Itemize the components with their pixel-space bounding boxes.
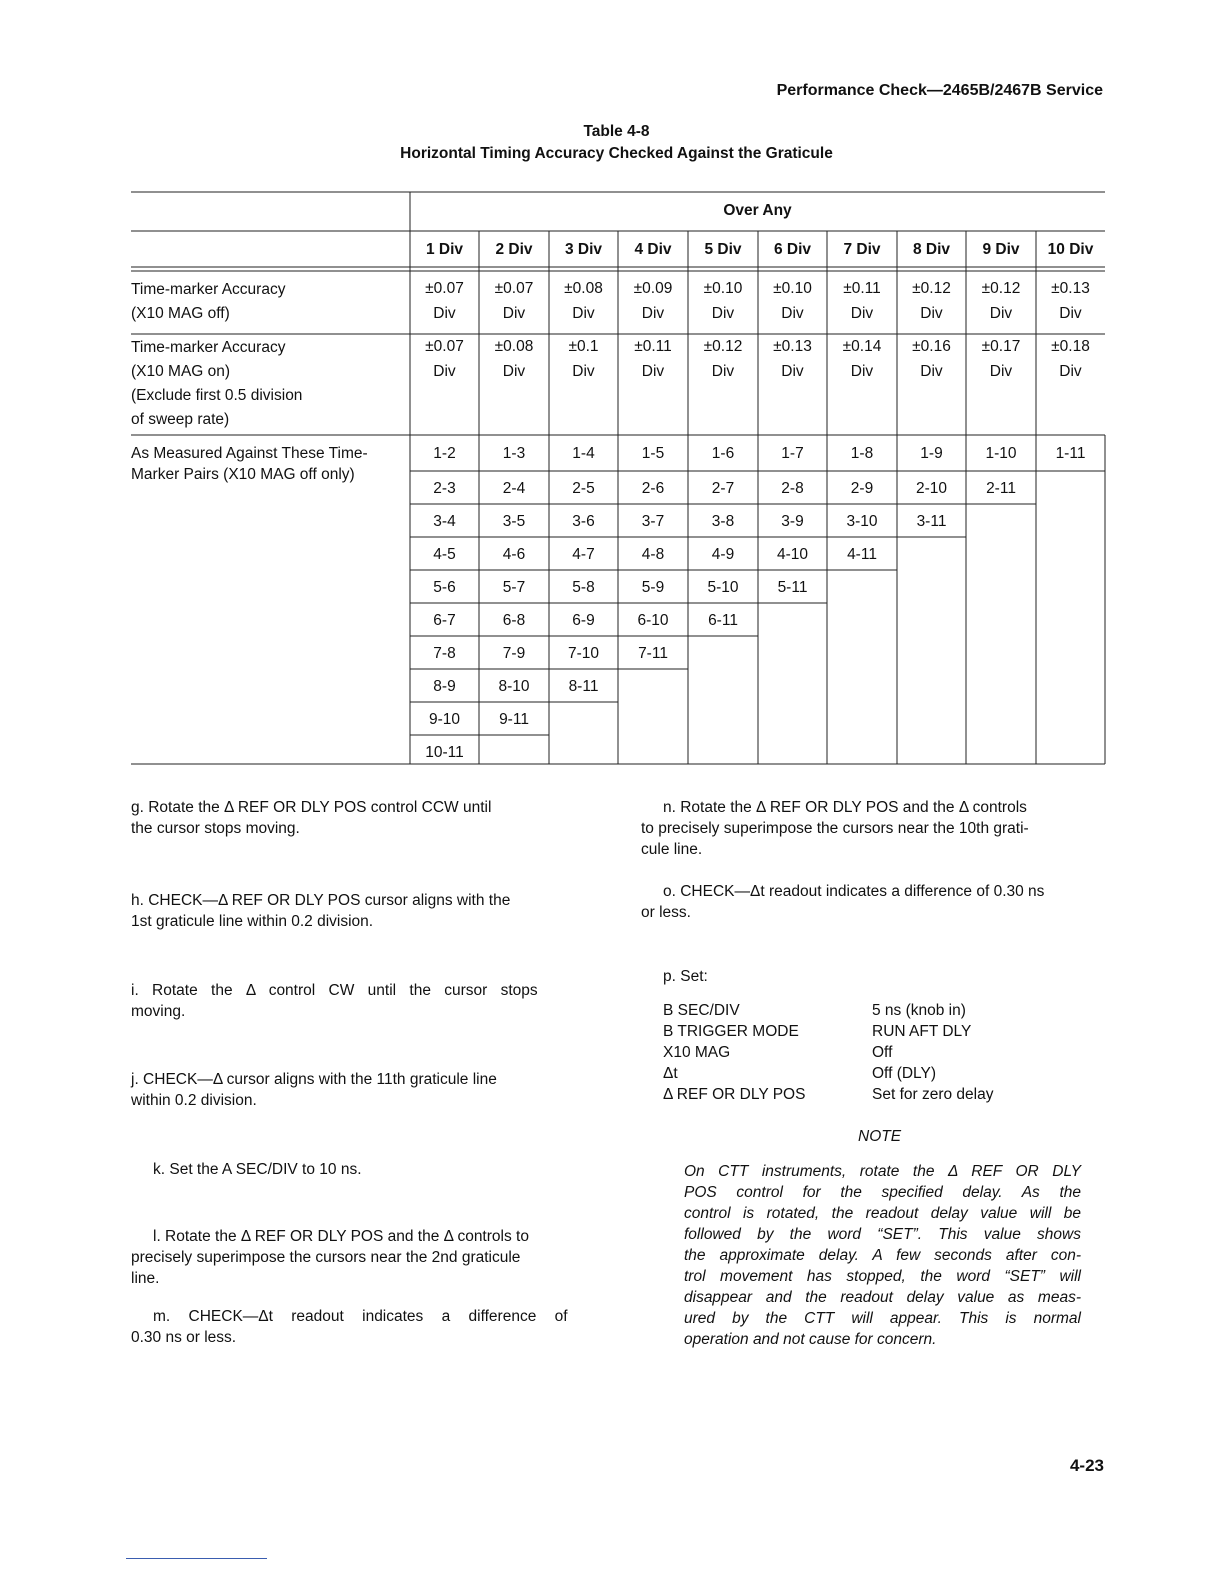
marker-pair: 2-9 <box>850 480 874 497</box>
marker-pair: 2-3 <box>433 480 456 497</box>
marker-pair: 2-7 <box>711 480 735 497</box>
accuracy-value: ±0.13 <box>773 338 812 355</box>
setting-name: Δ REF OR DLY POS <box>663 1086 806 1103</box>
marker-pair: 6-7 <box>433 612 456 629</box>
marker-pair: 5-8 <box>572 579 595 596</box>
marker-pair: 3-5 <box>502 513 526 530</box>
accuracy-unit: Div <box>1059 363 1082 380</box>
accuracy-unit: Div <box>502 363 526 380</box>
step-line: 1st graticule line within 0.2 division. <box>131 913 374 930</box>
step-l <box>131 1226 596 1289</box>
row-label-line: (Exclude first 0.5 division <box>131 387 303 404</box>
accuracy-value: ±0.08 <box>564 280 603 297</box>
step-line: within 0.2 division. <box>131 1092 257 1109</box>
accuracy-value: ±0.11 <box>634 338 672 355</box>
row-label-marker-pairs <box>131 443 368 485</box>
setting-value: Off <box>872 1044 893 1061</box>
column-header: 5 Div <box>704 241 742 258</box>
row-label-line: Time-marker Accuracy <box>131 281 286 298</box>
marker-pair: 5-6 <box>433 579 456 596</box>
accuracy-unit: Div <box>850 305 874 322</box>
step-line: cule line. <box>641 841 703 858</box>
accuracy-value: ±0.18 <box>1051 338 1090 355</box>
marker-pair: 4-11 <box>847 546 877 563</box>
marker-pair: 1-11 <box>1055 445 1086 462</box>
marker-pair: 3-10 <box>846 513 878 530</box>
setting-value: Set for zero delay <box>872 1086 994 1103</box>
accuracy-unit: Div <box>641 363 665 380</box>
marker-pair: 4-7 <box>572 546 595 563</box>
marker-pair: 7-10 <box>567 645 600 662</box>
step-o <box>641 881 1105 923</box>
row-label-mag-off <box>131 278 285 326</box>
accuracy-unit: Div <box>781 363 804 380</box>
marker-pair: 1-10 <box>985 445 1017 462</box>
step-line: line. <box>131 1270 160 1287</box>
setting-value: 5 ns (knob in) <box>872 1002 966 1019</box>
marker-pair: 2-10 <box>915 480 948 497</box>
row-label-line: As Measured Against These Time- <box>131 445 368 462</box>
marker-pair: 3-4 <box>433 513 456 530</box>
step-j <box>131 1069 596 1111</box>
accuracy-value: ±0.14 <box>842 338 882 355</box>
step-i <box>131 980 596 1022</box>
row-label-line: (X10 MAG off) <box>131 305 230 322</box>
marker-pair: 9-10 <box>428 711 461 728</box>
step-line: to precisely superimpose the cursors near the 10th grati- <box>641 820 1029 837</box>
step-line: m. CHECK—Δt readout indicates a difference of <box>153 1308 568 1325</box>
step-line: moving. <box>131 1003 186 1020</box>
accuracy-unit: Div <box>711 305 735 322</box>
marker-pair: 1-5 <box>641 445 665 462</box>
marker-pair: 2-4 <box>502 480 526 497</box>
accuracy-value: ±0.1 <box>568 338 599 355</box>
accuracy-value: ±0.12 <box>912 280 951 297</box>
column-header: 6 Div <box>773 241 812 258</box>
marker-pair: 1-3 <box>502 445 526 462</box>
step-line: k. Set the A SEC/DIV to 10 ns. <box>153 1161 362 1178</box>
note-line: disappear and the readout delay value as meas- <box>684 1289 1081 1306</box>
marker-pair: 8-9 <box>433 678 456 695</box>
column-header: 2 Div <box>495 241 533 258</box>
accuracy-value: ±0.11 <box>843 280 881 297</box>
marker-pair: 7-9 <box>502 645 526 662</box>
step-m <box>131 1306 596 1348</box>
column-header: 10 Div <box>1047 241 1094 258</box>
marker-pair: 5-11 <box>777 579 808 596</box>
column-header: 9 Div <box>982 241 1020 258</box>
setting-name: X10 MAG <box>663 1044 731 1061</box>
table-caption: Horizontal Timing Accuracy Checked Against the Graticule <box>400 145 833 162</box>
step-line: j. CHECK—Δ cursor aligns with the 11th graticule line <box>131 1071 497 1088</box>
marker-pair: 3-6 <box>572 513 595 530</box>
marker-pair: 4-6 <box>502 546 526 563</box>
over-any-header: Over Any <box>723 202 792 219</box>
step-line: n. Rotate the Δ REF OR DLY POS and the Δ controls <box>663 799 1027 816</box>
page-number: 4-23 <box>1069 1456 1104 1475</box>
marker-pair: 4-10 <box>776 546 809 563</box>
accuracy-unit: Div <box>989 305 1013 322</box>
step-line: i. Rotate the Δ control CW until the cursor stops <box>131 982 538 999</box>
accuracy-value: ±0.17 <box>981 338 1021 355</box>
accuracy-value: ±0.10 <box>703 280 743 297</box>
marker-pair: 6-10 <box>637 612 669 629</box>
note-line: control is rotated, the readout delay value will be <box>684 1205 1081 1222</box>
row-label-mag-on <box>131 336 302 432</box>
running-header: Performance Check—2465B/2467B Service <box>776 82 1103 99</box>
note-body <box>684 1161 1081 1350</box>
accuracy-unit: Div <box>502 305 526 322</box>
step-line: l. Rotate the Δ REF OR DLY POS and the Δ controls to <box>153 1228 529 1245</box>
accuracy-unit: Div <box>572 305 595 322</box>
marker-pair: 1-2 <box>433 445 456 462</box>
accuracy-unit: Div <box>1059 305 1082 322</box>
marker-pair: 3-7 <box>641 513 665 530</box>
marker-pair: 3-11 <box>916 513 947 530</box>
marker-pair: 4-5 <box>433 546 456 563</box>
row-label-line: Time-marker Accuracy <box>131 339 286 356</box>
note-line: On CTT instruments, rotate the Δ REF OR DLY <box>684 1163 1081 1180</box>
marker-pair: 1-6 <box>711 445 735 462</box>
marker-pair: 10-11 <box>425 744 464 761</box>
note-line: the approximate delay. A few seconds after con- <box>684 1247 1081 1264</box>
table-number: Table 4-8 <box>583 123 650 140</box>
column-header: 1 Div <box>425 241 464 258</box>
marker-pair: 5-10 <box>707 579 739 596</box>
note-line: POS control for the specified delay. As the <box>684 1184 1081 1201</box>
marker-pair: 2-6 <box>641 480 665 497</box>
accuracy-unit: Div <box>572 363 595 380</box>
step-line: the cursor stops moving. <box>131 820 300 837</box>
column-header: 4 Div <box>634 241 672 258</box>
step-line: h. CHECK—Δ REF OR DLY POS cursor aligns with the <box>131 892 511 909</box>
accuracy-unit: Div <box>920 363 943 380</box>
note-line: trol movement has stopped, the word “SET” will <box>684 1268 1081 1285</box>
note-line: operation and not cause for concern. <box>684 1331 937 1348</box>
accuracy-unit: Div <box>920 305 943 322</box>
accuracy-value: ±0.09 <box>633 280 673 297</box>
accuracy-unit: Div <box>850 363 874 380</box>
marker-pair: 3-9 <box>781 513 804 530</box>
step-n <box>641 797 1105 860</box>
marker-pair: 5-7 <box>502 579 526 596</box>
marker-pair: 6-11 <box>708 612 738 629</box>
step-line: precisely superimpose the cursors near the 2nd graticule <box>131 1249 521 1266</box>
step-line: g. Rotate the Δ REF OR DLY POS control CCW until <box>131 799 492 816</box>
step-g <box>131 797 596 839</box>
step-h <box>131 890 596 932</box>
accuracy-unit: Div <box>433 363 456 380</box>
note-title: NOTE <box>858 1128 902 1145</box>
marker-pair: 7-8 <box>433 645 456 662</box>
marker-pair: 9-11 <box>499 711 529 728</box>
marker-pair: 4-9 <box>711 546 735 563</box>
marker-pair: 8-11 <box>568 678 599 695</box>
accuracy-value: ±0.07 <box>494 280 534 297</box>
note-line: followed by the word “SET”. This value shows <box>684 1226 1081 1243</box>
accuracy-value: ±0.08 <box>494 338 534 355</box>
marker-pair: 1-7 <box>781 445 804 462</box>
column-header: 7 Div <box>843 241 881 258</box>
marker-pair: 1-4 <box>572 445 595 462</box>
step-k <box>131 1159 596 1180</box>
setting-name: B TRIGGER MODE <box>663 1023 799 1040</box>
accuracy-unit: Div <box>711 363 735 380</box>
setting-name: Δt <box>663 1065 678 1082</box>
step-line: or less. <box>641 904 691 921</box>
accuracy-value: ±0.12 <box>703 338 743 355</box>
note-line: ured by the CTT will appear. This is normal <box>684 1310 1081 1327</box>
marker-pair: 1-8 <box>850 445 874 462</box>
marker-pair: 2-11 <box>986 480 1016 497</box>
step-line: o. CHECK—Δt readout indicates a difference of 0.30 ns <box>663 883 1045 900</box>
column-header: 3 Div <box>564 241 603 258</box>
marker-pair: 6-9 <box>572 612 595 629</box>
footer-rule <box>126 1558 267 1559</box>
row-label-line: of sweep rate) <box>131 411 230 428</box>
marker-pair: 1-9 <box>920 445 943 462</box>
accuracy-unit: Div <box>433 305 456 322</box>
setting-value: Off (DLY) <box>872 1065 937 1082</box>
accuracy-value: ±0.12 <box>981 280 1021 297</box>
step-p-title: p. Set: <box>663 968 708 985</box>
accuracy-unit: Div <box>989 363 1013 380</box>
marker-pair: 2-5 <box>572 480 595 497</box>
marker-pair: 4-8 <box>641 546 665 563</box>
marker-pair: 2-8 <box>781 480 804 497</box>
marker-pair: 7-11 <box>638 645 668 662</box>
setting-name: B SEC/DIV <box>663 1002 740 1019</box>
marker-pair: 8-10 <box>498 678 530 695</box>
accuracy-value: ±0.07 <box>425 280 464 297</box>
step-line: 0.30 ns or less. <box>131 1329 237 1346</box>
accuracy-unit: Div <box>781 305 804 322</box>
row-label-line: Marker Pairs (X10 MAG off only) <box>131 466 355 483</box>
setting-value: RUN AFT DLY <box>872 1023 972 1040</box>
accuracy-value: ±0.10 <box>773 280 812 297</box>
marker-pair: 6-8 <box>502 612 526 629</box>
row-label-line: (X10 MAG on) <box>131 363 231 380</box>
accuracy-value: ±0.13 <box>1051 280 1090 297</box>
accuracy-value: ±0.07 <box>425 338 464 355</box>
column-header: 8 Div <box>912 241 951 258</box>
accuracy-value: ±0.16 <box>912 338 951 355</box>
accuracy-unit: Div <box>641 305 665 322</box>
marker-pair: 5-9 <box>641 579 665 596</box>
marker-pair: 3-8 <box>711 513 735 530</box>
